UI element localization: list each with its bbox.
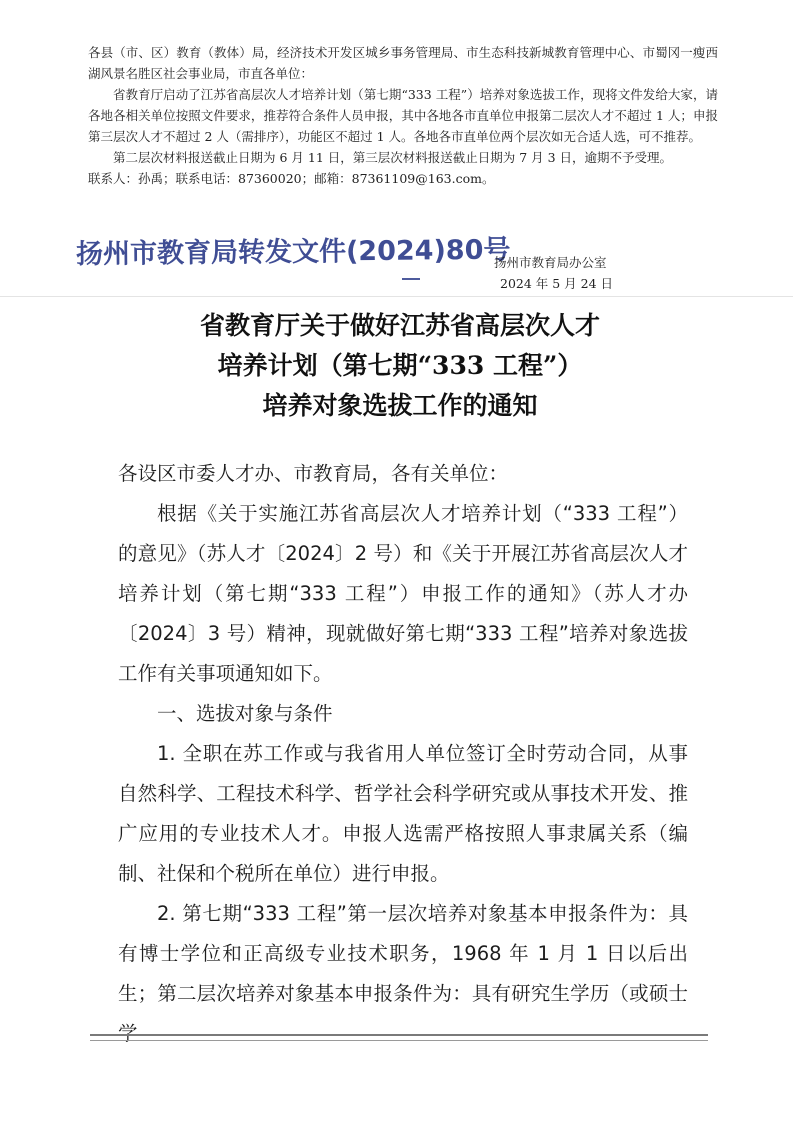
stamp-underline — [402, 278, 420, 280]
footer-rule-thick — [90, 1034, 708, 1036]
forward-paragraph-2: 第二层次材料报送截止日期为 6 月 11 日，第三层次材料报送截止日期为 7 月 3 日，逾期不予受理。 — [113, 150, 673, 165]
footer-rule-thin — [90, 1040, 708, 1041]
forward-recipients: 各县（市、区）教育（教体）局，经济技术开发区城乡事务管理局、市生态科技新城教育管理中心、市蜀冈一瘦西湖风景名胜区社会事业局，市直各单位： — [88, 45, 718, 81]
notice-body — [118, 454, 688, 1054]
item-2-paragraph: 2. 第七期“333 工程”第一层次培养对象基本申报条件为：具有博士学位和正高级专业技术职务，1968 年 1 月 1 日以后出生；第二层次培养对象基本申报条件为：具有研究生学历（或硕士学 — [118, 902, 688, 1045]
forward-contact: 联系人：孙禹；联系电话：87360020；邮箱：87361109@163.com。 — [88, 171, 495, 186]
item-1-paragraph: 1. 全职在苏工作或与我省用人单位签订全时劳动合同，从事自然科学、工程技术科学、哲学社会科学研究或从事技术开发、推广应用的专业技术人才。申报人选需严格按照人事隶属关系（编制、社保和个税所在单位）进行申报。 — [118, 742, 688, 885]
title-line-3: 培养对象选拔工作的通知 — [262, 391, 538, 420]
forwarding-note — [88, 42, 718, 189]
title-line-2: 培养计划（第七期“333 工程”） — [217, 351, 583, 380]
notice-title — [100, 306, 700, 426]
issuing-office: 扬州市教育局办公室 — [494, 255, 607, 270]
issuing-office-block — [494, 252, 613, 294]
salutation: 各设区市委人才办、市教育局，各有关单位： — [118, 462, 509, 485]
forwarding-stamp: 扬州市教育局转发文件(2024)80号 — [75, 234, 511, 271]
issue-date: 2024 年 5 月 24 日 — [500, 276, 614, 291]
header-divider — [0, 296, 793, 297]
title-line-1: 省教育厅关于做好江苏省高层次人才 — [199, 311, 600, 340]
section-heading: 一、选拔对象与条件 — [157, 702, 333, 725]
intro-paragraph: 根据《关于实施江苏省高层次人才培养计划（“333 工程”）的意见》（苏人才〔2024〕2 号）和《关于开展江苏省高层次人才培养计划（第七期“333 工程”）申报工作的通知》（苏人才办〔2024〕3 号）精神，现就做好第七期“333 工程”培养对象选拔工作有关事项通知如下。 — [118, 502, 688, 685]
forward-paragraph-1: 省教育厅启动了江苏省高层次人才培养计划（第七期“333 工程”）培养对象选拔工作，现将文件发给大家，请各地各相关单位按照文件要求，推荐符合条件人员申报，其中各地各市直单位申报第二层次人才不超过 1 人；申报第三层次人才不超过 2 人（需排序），功能区不超过 1 人。各地各市直单位两个层次如无合适人选，可不推荐。 — [88, 87, 718, 144]
